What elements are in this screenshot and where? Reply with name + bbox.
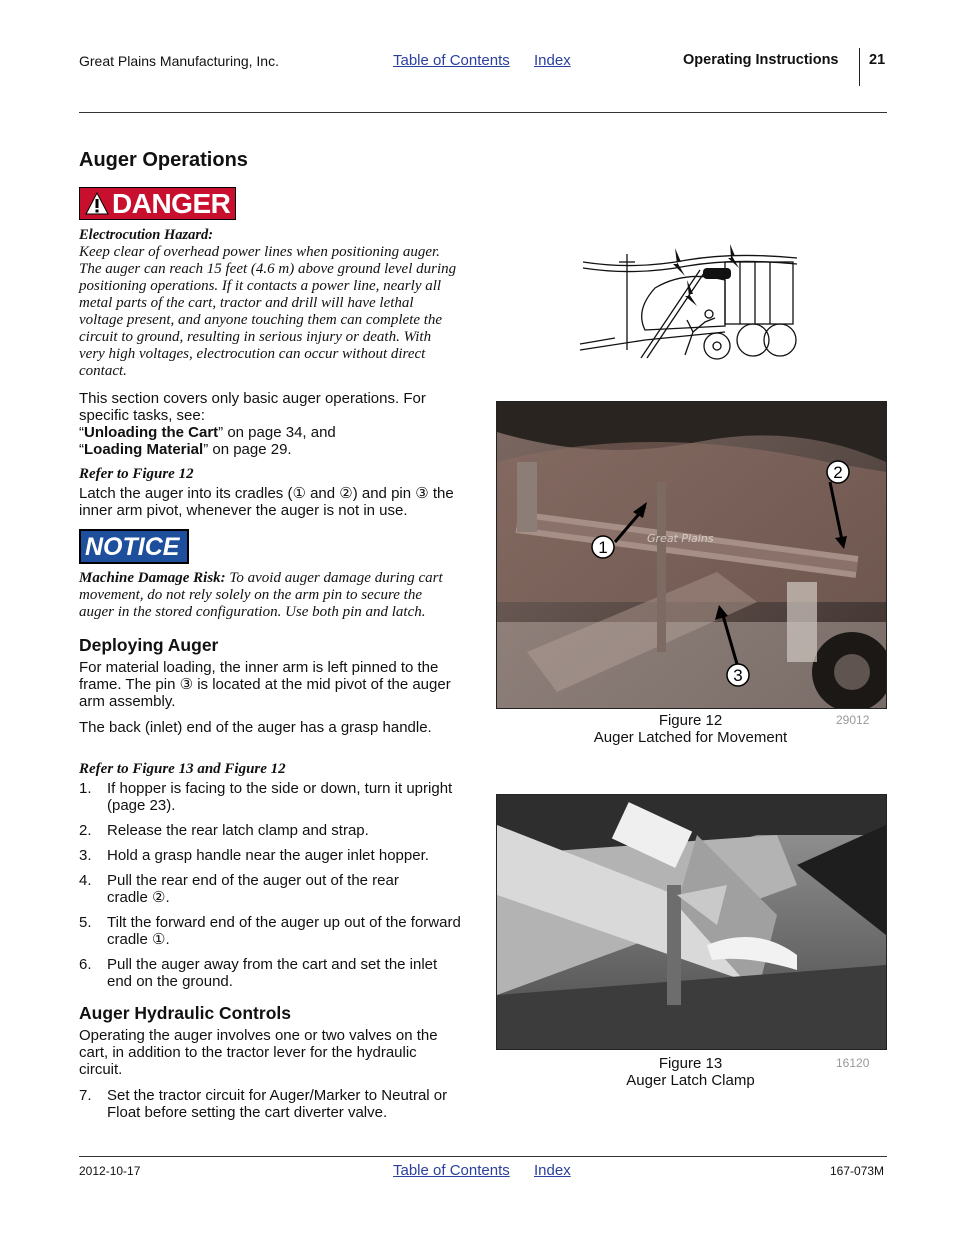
hydraulic-heading: Auger Hydraulic Controls [79,1003,291,1023]
header-rule [79,112,887,113]
auger-latched-photo [497,402,886,708]
danger-text-block [79,244,479,380]
figure-12-caption [496,712,885,746]
danger-hazard-title: Electrocution Hazard: [79,227,214,243]
step-number: 1. [79,780,92,797]
page-title: Auger Operations [79,149,248,171]
notice-line: movement, do not rely solely on the arm pin to secure the [79,587,422,603]
figure-12-title: Auger Latched for Movement [593,729,788,746]
electrocution-illustration [575,240,800,360]
figure-13-title: Auger Latch Clamp [626,1072,755,1089]
intro-line: specific tasks, see: [79,407,205,424]
step-text: Release the rear latch clamp and strap. [107,822,369,839]
notice-text-block [79,570,479,621]
toc-link[interactable]: Table of Contents [393,52,510,69]
refer-figure-13: Refer to Figure 13 and Figure 12 [79,761,286,777]
intro-line: This section covers only basic auger operations. For [79,390,426,407]
step-number: 3. [79,847,92,864]
hydraulic-line: cart, in addition to the tractor lever for the hydraulic [79,1044,417,1061]
step-number: 4. [79,872,92,889]
company-name: Great Plains Manufacturing, Inc. [79,53,279,69]
callout-2: 2 [833,463,843,482]
footer-index-link[interactable]: Index [534,1162,571,1179]
notice-first-line: Machine Damage Risk: To avoid auger damage during cart [79,570,443,586]
section-name: Operating Instructions [683,52,839,68]
intro-ref-loading: “Loading Material” on page 29. [79,441,292,458]
figure-13-caption [496,1055,885,1089]
footer-date: 2012-10-17 [79,1164,141,1178]
auger-latch-clamp-photo [497,795,886,1049]
callout-3: 3 [733,666,743,685]
step-text: Pull the auger away from the cart and set the inlet end on the ground. [107,956,438,990]
deploying-heading: Deploying Auger [79,635,219,655]
latch-paragraph [79,485,479,519]
step-number: 5. [79,914,92,931]
step-number: 6. [79,956,92,973]
deploying-line: For material loading, the inner arm is left pinned to the [79,659,439,676]
page-number: 21 [869,52,886,68]
danger-line: contact. [79,363,127,379]
danger-line: Keep clear of overhead power lines when positioning auger. [79,244,440,260]
grasp-handle-paragraph: The back (inlet) end of the auger has a grasp handle. [79,719,432,736]
step-text: If hopper is facing to the side or down, turn it upright (page 23). [107,780,453,814]
refer-figure-12: Refer to Figure 12 [79,466,194,482]
step-text: Pull the rear end of the auger out of the rear cradle ②. [107,872,399,906]
index-link[interactable]: Index [534,52,571,69]
header-divider [859,48,860,86]
hydraulic-line: circuit. [79,1061,123,1078]
footer-doc-number: 167-073M [830,1164,885,1178]
step-number: 2. [79,822,92,839]
callout-1: 1 [598,538,608,557]
deploying-line: frame. The pin ③ is located at the mid pivot of the auger [79,676,451,693]
danger-line: The auger can reach 15 feet (4.6 m) above ground level during [79,261,457,277]
latch-line: Latch the auger into its cradles (① and ②) and pin ③ the [79,485,454,502]
danger-line: voltage present, and anyone touching them can complete the [79,312,443,328]
danger-line: circuit to ground, resulting in serious injury or death. With [79,329,432,345]
step-number: 7. [79,1087,92,1104]
figure-12-id: 29012 [836,713,870,727]
great-plains-decal: Great Plains [647,532,714,545]
intro-paragraph [79,390,479,458]
step-text: Hold a grasp handle near the auger inlet hopper. [107,847,429,864]
danger-line: very high voltages, electrocution can occur without direct [79,346,426,362]
figure-13-photo [496,794,887,1050]
figure-13-id: 16120 [836,1056,870,1070]
latch-line: inner arm pivot, whenever the auger is not in use. [79,502,408,519]
step-text: Tilt the forward end of the auger up out of the forward cradle ①. [107,914,461,948]
step-text: Set the tractor circuit for Auger/Marker to Neutral or Float before setting the cart diverter valve. [107,1087,448,1121]
deploying-line: arm assembly. [79,693,176,710]
danger-line: positioning operations. If it contacts a power line, nearly all [79,278,442,294]
notice-line: auger in the stored configuration. Use both pin and latch. [79,604,426,620]
notice-label [79,529,189,564]
footer-toc-link[interactable]: Table of Contents [393,1162,510,1179]
footer-rule [79,1156,887,1157]
intro-ref-unloading: “Unloading the Cart” on page 34, and [79,424,336,441]
danger-text: DANGER [112,188,231,219]
danger-line: metal parts of the cart, tractor and drill will have lethal [79,295,414,311]
figure-13-label: Figure 13 [658,1055,723,1072]
danger-label [79,187,236,220]
deploying-paragraph [79,659,479,710]
figure-12-label: Figure 12 [658,712,723,729]
hydraulic-line: Operating the auger involves one or two valves on the [79,1027,438,1044]
figure-12-photo [496,401,887,709]
hydraulic-paragraph [79,1027,479,1078]
notice-text: NOTICE [85,533,180,561]
warning-triangle-icon [85,192,109,215]
